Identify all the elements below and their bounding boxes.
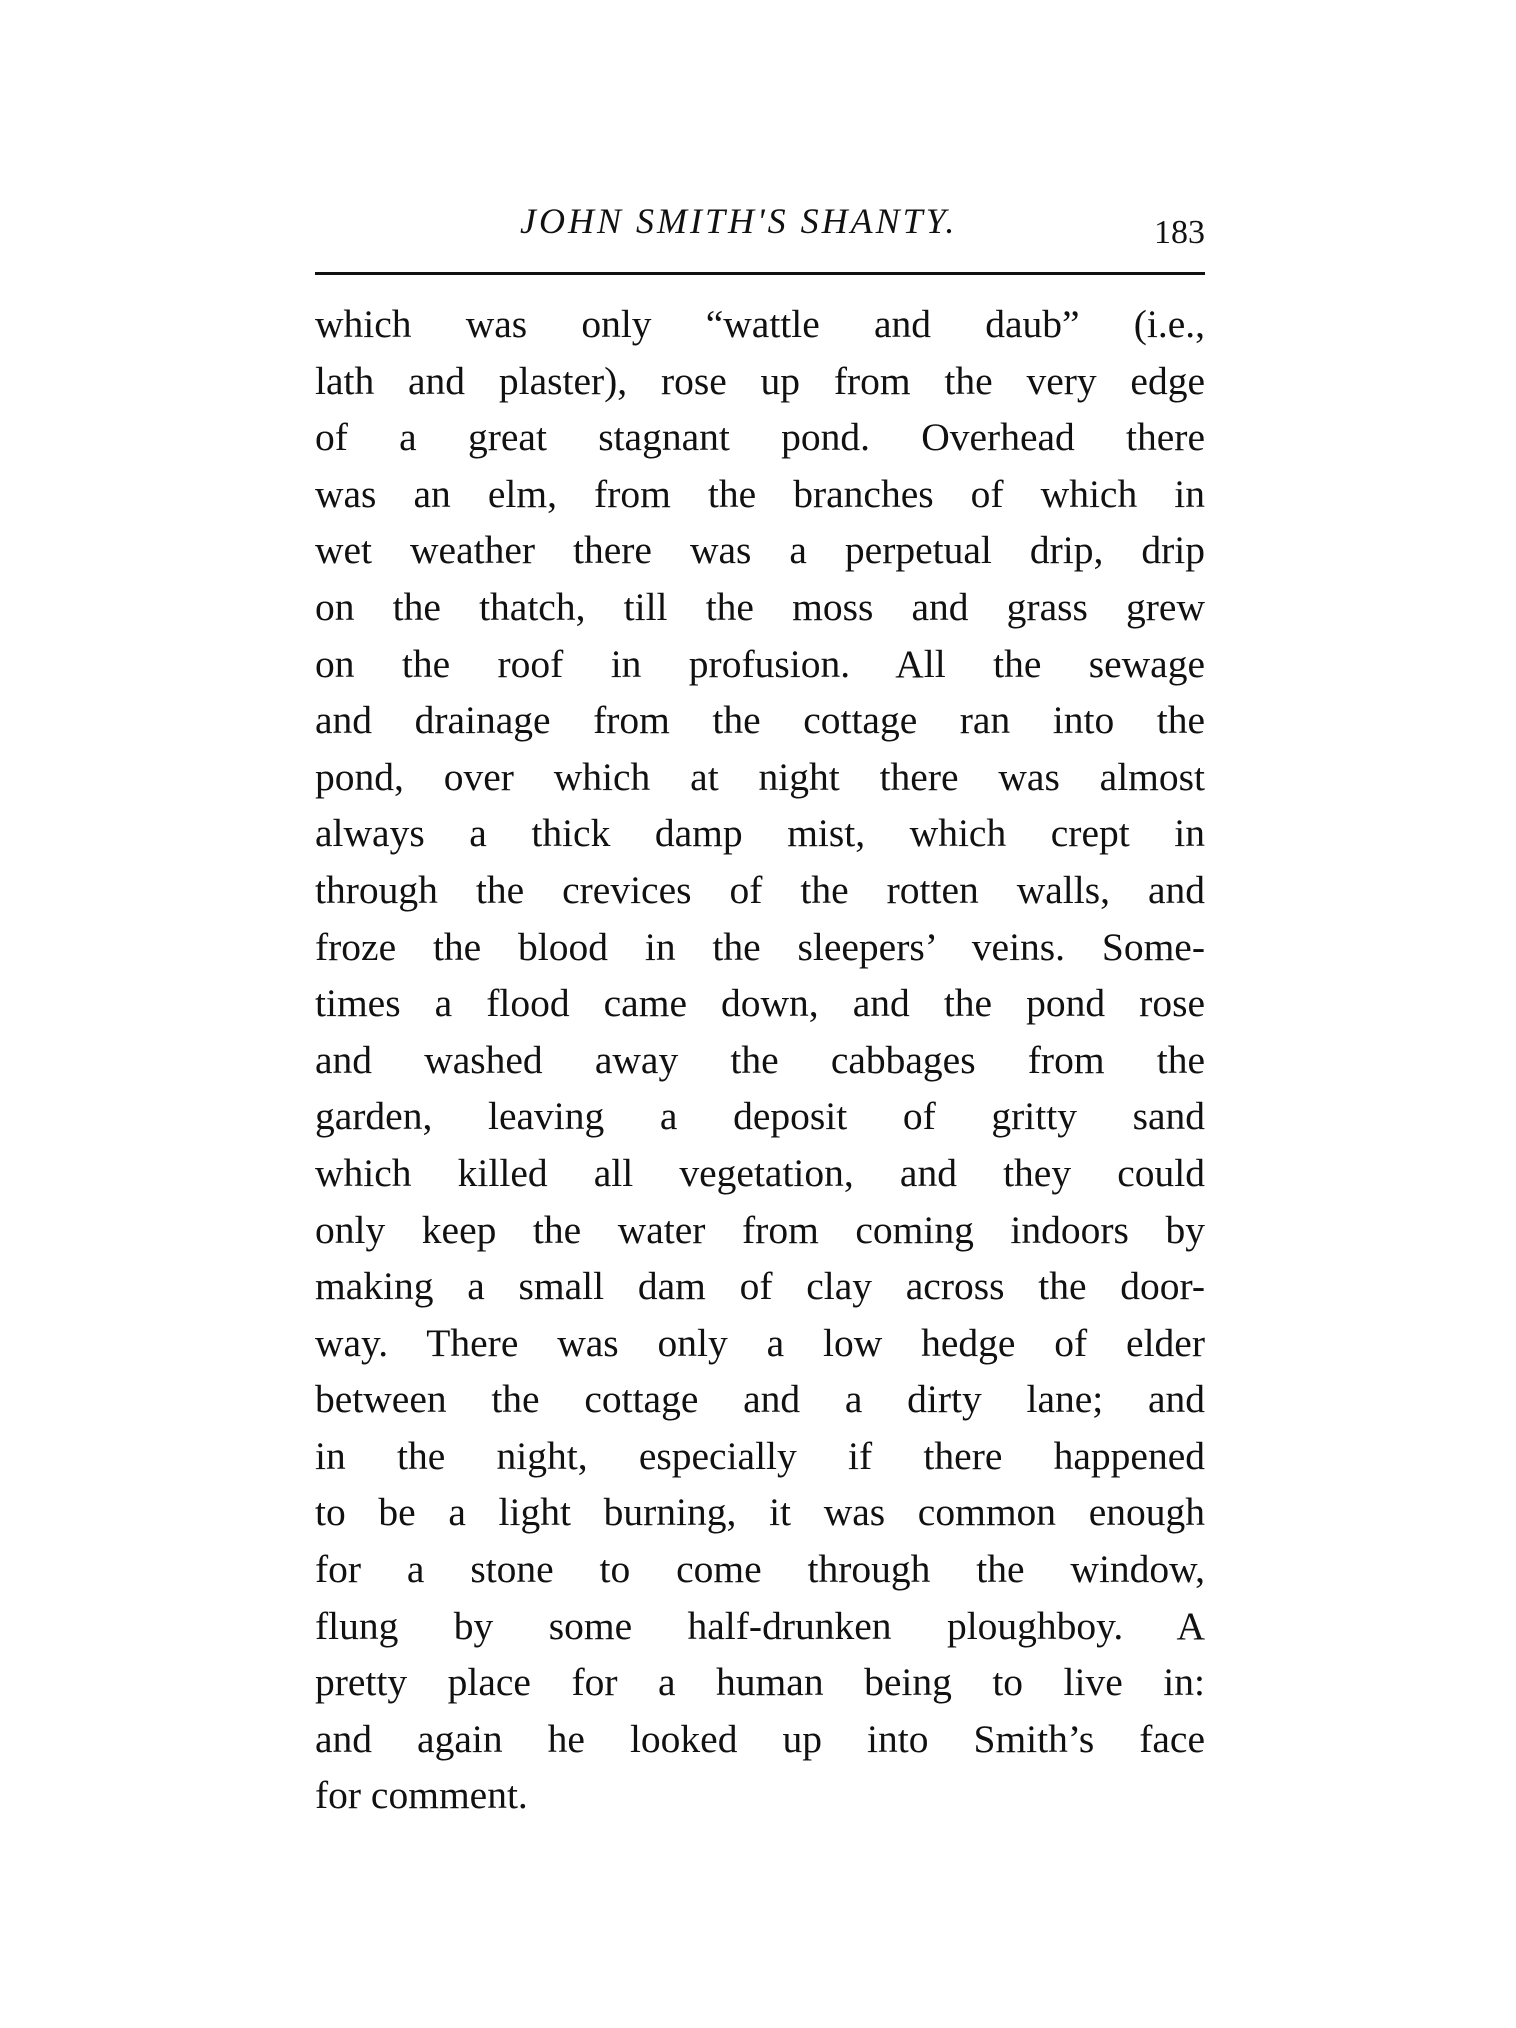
text-line: for comment. <box>315 1773 528 1818</box>
text-line: on the thatch, till the moss and grass grew <box>315 584 1205 629</box>
text-line: which killed all vegetation, and they could <box>315 1150 1205 1195</box>
text-line: to be a light burning, it was common enough <box>315 1490 1205 1535</box>
text-line: and drainage from the cottage ran into the <box>315 698 1205 743</box>
text-line: on the roof in profusion. All the sewage <box>315 641 1205 686</box>
text-line: flung by some half-drunken ploughboy. A <box>315 1603 1205 1648</box>
text-line: only keep the water from coming indoors by <box>315 1207 1205 1252</box>
text-line: always a thick damp mist, which crept in <box>315 811 1205 856</box>
text-line: times a flood came down, and the pond rose <box>315 981 1205 1026</box>
running-head <box>315 200 1205 260</box>
text-line: pretty place for a human being to live in: <box>315 1660 1205 1705</box>
text-line: was an elm, from the branches of which in <box>315 471 1205 516</box>
running-title: JOHN SMITH'S SHANTY. <box>520 201 958 241</box>
text-line: way. There was only a low hedge of elder <box>315 1320 1205 1365</box>
text-line: froze the blood in the sleepers’ veins. Some- <box>315 924 1205 969</box>
header-rule <box>315 272 1205 275</box>
text-line: wet weather there was a perpetual drip, drip <box>315 528 1205 573</box>
text-line: garden, leaving a deposit of gritty sand <box>315 1094 1205 1139</box>
text-line: making a small dam of clay across the door- <box>315 1264 1205 1309</box>
text-line: which was only “wattle and daub” (i.e., <box>315 302 1205 346</box>
text-line: and washed away the cabbages from the <box>315 1037 1205 1082</box>
body-text <box>315 296 1205 1824</box>
text-line: and again he looked up into Smith’s face <box>315 1716 1205 1761</box>
text-line: through the crevices of the rotten walls, and <box>315 867 1205 912</box>
text-line: for a stone to come through the window, <box>315 1547 1205 1592</box>
text-line: in the night, especially if there happened <box>315 1433 1205 1478</box>
text-line: lath and plaster), rose up from the very edge <box>315 358 1205 403</box>
text-line: pond, over which at night there was almost <box>315 754 1205 799</box>
text-line: between the cottage and a dirty lane; and <box>315 1377 1205 1422</box>
text-line: of a great stagnant pond. Overhead there <box>315 415 1205 460</box>
page-number: 183 <box>1154 214 1205 251</box>
